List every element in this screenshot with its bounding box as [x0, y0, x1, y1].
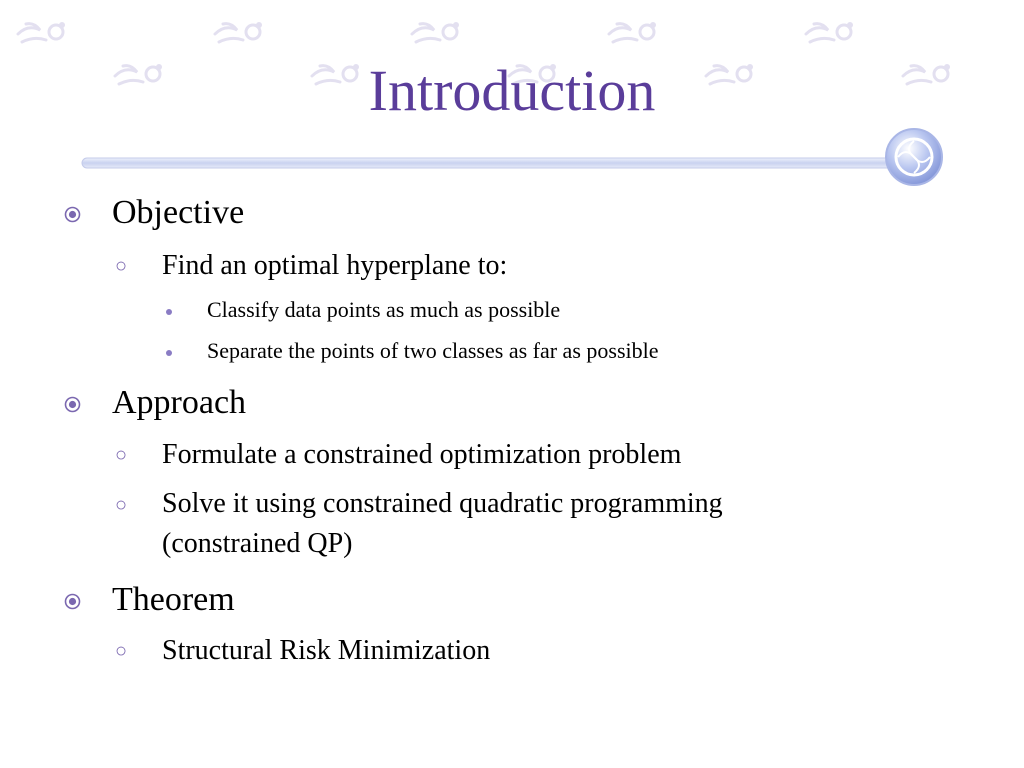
section-heading-objective: Objective	[112, 194, 245, 231]
bullet-find-hyperplane: Find an optimal hyperplane to:	[162, 250, 508, 281]
slide-title: Introduction	[368, 58, 656, 123]
small-dot-icon	[166, 309, 172, 315]
circle-dot-icon	[64, 206, 81, 223]
circle-dot-icon	[64, 593, 81, 610]
subbullet-classify: Classify data points as much as possible	[207, 297, 561, 322]
hollow-circle-icon: ○	[115, 255, 128, 277]
hollow-circle-icon: ○	[115, 494, 128, 516]
section-heading-approach: Approach	[112, 384, 247, 421]
circle-dot-icon	[64, 396, 81, 413]
small-dot-icon	[166, 350, 172, 356]
hollow-circle-icon: ○	[115, 444, 128, 466]
subbullet-separate: Separate the points of two classes as far as possible	[207, 338, 659, 363]
hollow-circle-icon: ○	[115, 640, 128, 662]
section-heading-theorem: Theorem	[112, 581, 235, 618]
bullet-solve-qp: Solve it using constrained quadratic programming (constrained QP)	[162, 488, 723, 559]
bullet-srm: Structural Risk Minimization	[162, 635, 491, 666]
bullet-formulate: Formulate a constrained optimization problem	[162, 439, 682, 470]
